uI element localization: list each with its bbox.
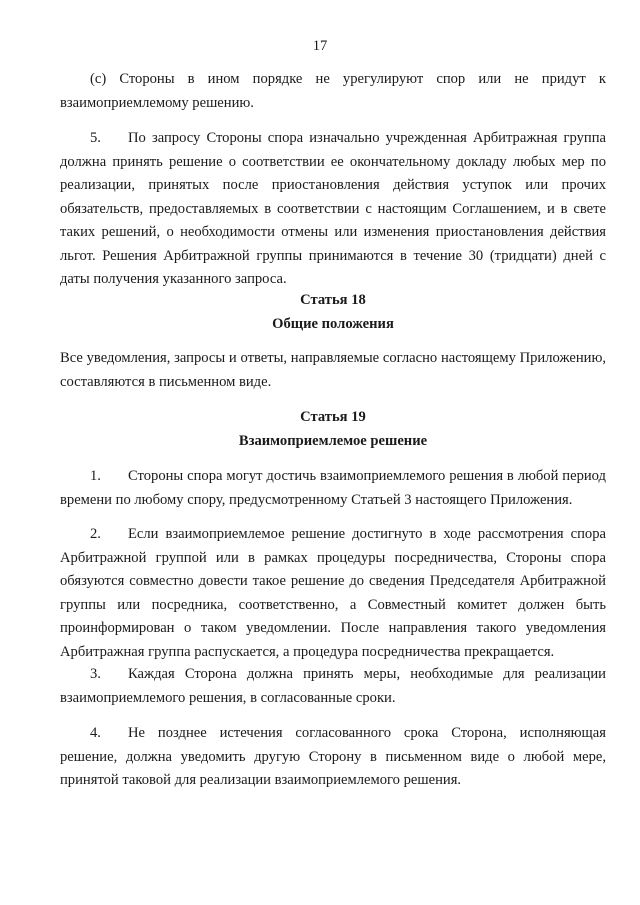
article-19-heading: [60, 406, 606, 453]
paragraph-text: Если взаимоприемлемое решение достигнуто в ходе рассмотрения спора Арбитражной группой или в рамках процедуры посредничества, Стороны спора обязуются совместно довести такое решение до сведения Председателя Арбитражной группы или посредника, соответственно, а Совместный комитет должен быть проинформирован о таком уведомлении. После направления такого уведомления Арбитражная группа распускается, а процедура посредничества прекращается.: [60, 526, 606, 660]
paragraph-number: 2.: [90, 526, 101, 542]
paragraph-text: Стороны спора могут достичь взаимоприемлемого решения в любой период времени по любому спору, предусмотренному Статьей 3 настоящего Приложения.: [60, 468, 606, 508]
paragraph-number: 5.: [90, 130, 101, 146]
article-18-heading: [60, 289, 606, 336]
paragraph-text: Не позднее истечения согласованного срока Сторона, исполняющая решение, должна уведомить другую Сторону в письменном виде о любой мере, принятой таковой для реализации взаимоприемлемого решения.: [60, 725, 606, 788]
article-19-item-3: [60, 663, 606, 710]
article-19-item-4: [60, 722, 606, 793]
paragraph-text: Каждая Сторона должна принять меры, необходимые для реализации взаимоприемлемого решения, в согласованные сроки.: [60, 666, 606, 706]
paragraph-text: По запросу Стороны спора изначально учрежденная Арбитражная группа должна принять решение о соответствии ее окончательному докладу любых мер по реализации, принятых после приостановления действия уступок или прочих обязательств, предоставляемых в соответствии с настоящим Соглашением, и в свете таких решений, о необходимости отмены или изменения приостановления действия льгот. Решения Арбитражной группы принимаются в течение 30 (тридцати) дней с даты получения указанного запроса.: [60, 130, 606, 287]
article-number: Статья 18: [300, 292, 366, 308]
article-title: Взаимоприемлемое решение: [238, 432, 428, 449]
article-number: Статья 19: [300, 409, 366, 425]
article-title: Общие положения: [272, 315, 394, 332]
article-18-text: Все уведомления, запросы и ответы, направляемые согласно настоящему Приложению, составляются в письменном виде.: [60, 350, 606, 390]
paragraph-number: 4.: [90, 725, 101, 741]
paragraph-number: 1.: [90, 468, 101, 484]
article-19-item-2: [60, 523, 606, 664]
article-19-item-1: [60, 465, 606, 512]
paragraph-5: [60, 127, 606, 292]
page-number: 17: [312, 38, 328, 54]
paragraph-c: (с) Стороны в ином порядке не урегулируют спор или не придут к взаимоприемлемому решению.: [60, 71, 606, 111]
paragraph-number: 3.: [90, 666, 101, 682]
